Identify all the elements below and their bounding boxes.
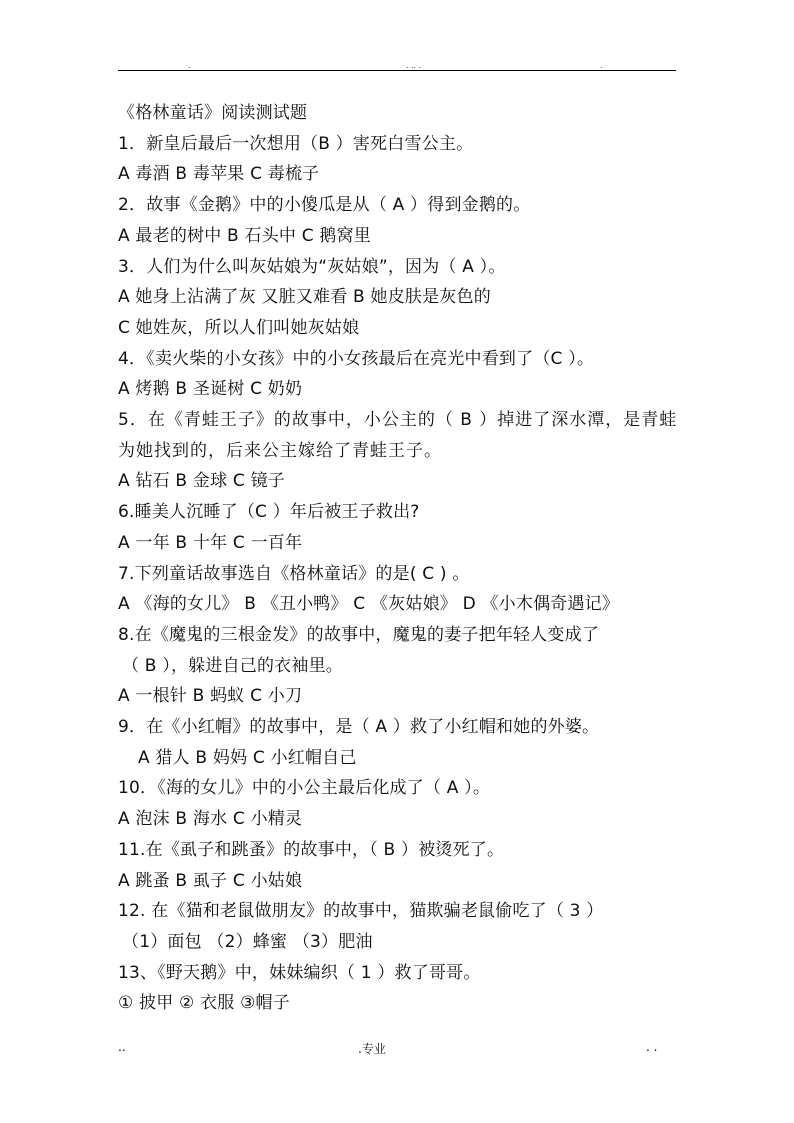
question-line: 2．故事《金鹅》中的小傻瓜是从（ A ）得到金鹅的。 (118, 195, 531, 216)
question-line: 11.在《虱子和跳蚤》的故事中，（ B ）被烫死了。 (118, 839, 505, 860)
answer-options: A 一根针 B 蚂蚁 C 小刀 (118, 686, 303, 707)
answer-options: C 她姓灰，所以人们叫她灰姑娘 (118, 317, 360, 338)
question-line: 10．《海的女儿》中的小公主最后化成了（ A ）。 (118, 778, 491, 799)
header-mark: . .. . (406, 60, 422, 70)
answer-options: A 烤鹅 B 圣诞树 C 奶奶 (118, 379, 303, 400)
question-line: 5．在《青蛙王子》的故事中，小公主的（ B ）掉进了深水潭，是青蛙为她找到的，后来公主嫁给了青蛙王子。 (118, 410, 678, 461)
footer-mark: . . (646, 1040, 658, 1054)
answer-options: A 泡沫 B 海水 C 小精灵 (118, 809, 303, 830)
answer-options: A 钻石 B 金球 C 镜子 (118, 471, 285, 492)
question-line: 12. 在《猫和老鼠做朋友》的故事中，猫欺骗老鼠偷吃了（ 3 ） (118, 901, 604, 922)
question-line: 3．人们为什么叫灰姑娘为“灰姑娘”，因为（ A ）。 (118, 256, 506, 277)
answer-options: （1）面包 （2）蜂蜜 （3）肥油 (122, 931, 373, 952)
question-line: 13、《野天鹅》中，妹妹编织（ 1 ）救了哥哥。 (118, 962, 481, 983)
question-line: 1．新皇后最后一次想用（B ）害死白雪公主。 (118, 133, 474, 154)
header-rule (118, 70, 676, 71)
footer-mark: .. (118, 1040, 126, 1054)
footer-label: .专业 (358, 1042, 386, 1056)
question-line: 7.下列童话故事选自《格林童话》的是( C ) 。 (118, 563, 470, 584)
question-line: 9．在《小红帽》的故事中，是（ A ）救了小红帽和她的外婆。 (118, 717, 600, 738)
header-mark: . (600, 60, 603, 70)
question-line: 8.在《魔鬼的三根金发》的故事中，魔鬼的妻子把年轻人变成了 (118, 624, 600, 645)
answer-options: A 跳蚤 B 虱子 C 小姑娘 (118, 870, 303, 891)
document-title: 《格林童话》阅读测试题 (118, 103, 308, 123)
answer-options: A 她身上沾满了灰 又脏又难看 B 她皮肤是灰色的 (118, 287, 491, 308)
question-line: 6.睡美人沉睡了（C ）年后被王子救出? (118, 502, 420, 523)
question-line: （ B ），躲进自己的衣袖里。 (122, 655, 343, 676)
header-mark: . (188, 60, 191, 70)
answer-options: ① 披甲 ② 衣服 ③帽子 (118, 993, 290, 1014)
answer-options: A 《海的女儿》 B 《丑小鸭》 C 《灰姑娘》 D 《小木偶奇遇记》 (118, 594, 620, 615)
answer-options: A 一年 B 十年 C 一百年 (118, 532, 303, 553)
answer-options: A 最老的树中 B 石头中 C 鹅窝里 (118, 225, 371, 246)
answer-options: A 毒酒 B 毒苹果 C 毒梳子 (118, 164, 320, 185)
question-line: 4．《卖火柴的小女孩》中的小女孩最后在亮光中看到了（C ）。 (118, 348, 595, 369)
answer-options: A 猎人 B 妈妈 C 小红帽自己 (138, 747, 357, 768)
document-body (118, 98, 688, 1019)
